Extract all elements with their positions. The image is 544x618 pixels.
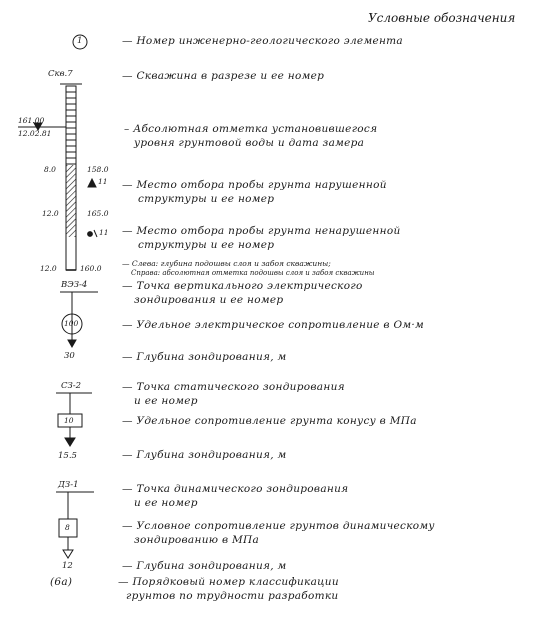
- soil-class-description-line1: — Порядковый номер классификации: [118, 576, 339, 588]
- resistivity-value: 100: [64, 319, 79, 328]
- ves-depth-description: — Глубина зондирования, м: [122, 351, 287, 363]
- resistivity-description: — Удельное электрическое сопротивление в Ом·м: [122, 319, 425, 331]
- disturbed-sample-elevation: 158.0: [87, 165, 109, 174]
- undisturbed-sample-depth: 12.0: [42, 209, 59, 218]
- ves-point-description-line1: — Точка вертикального электрического: [122, 280, 363, 292]
- groundwater-description-line1: – Абсолютная отметка установившегося: [124, 123, 378, 135]
- undisturbed-sample-elevation: 165.0: [87, 209, 109, 218]
- ige-description: — Номер инженерно-геологического элемента: [122, 35, 403, 47]
- groundwater-date: 12.02.81: [18, 129, 52, 138]
- disturbed-sample-number: 11: [98, 177, 108, 186]
- cone-resistance-description: — Удельное сопротивление грунта конусу в МПа: [122, 415, 417, 427]
- static-depth-value: 15.5: [58, 451, 77, 461]
- dynamic-resistance-value: 8: [65, 523, 70, 532]
- borehole-column-symbol: [60, 84, 82, 270]
- soil-class-description-line2: грунтов по трудности разработки: [126, 590, 339, 602]
- bottom-elevation: 160.0: [80, 264, 102, 273]
- bottom-description-line2: Справа: абсолютная отметка подошвы слоя и забоя скважины: [131, 269, 375, 277]
- static-point-description-line2: и ее номер: [134, 395, 198, 407]
- dynamic-depth-description: — Глубина зондирования, м: [122, 560, 287, 572]
- static-point-description-line1: — Точка статического зондирования: [122, 381, 345, 393]
- dynamic-depth-value: 12: [62, 561, 73, 571]
- ves-point-label: ВЭЗ-4: [61, 280, 88, 290]
- dynamic-point-label: ДЗ-1: [58, 480, 79, 490]
- ige-symbol-label: 1: [77, 36, 83, 46]
- borehole-number-label: Скв.7: [48, 69, 73, 79]
- dynamic-resistance-description-line1: — Условное сопротивление грунтов динамическому: [122, 520, 435, 532]
- bottom-depth: 12.0: [40, 264, 57, 273]
- disturbed-sample-depth: 8.0: [44, 165, 56, 174]
- bottom-description-line1: — Слева: глубина подошвы слоя и забоя скважины;: [122, 259, 331, 268]
- undisturbed-sample-description-line2: структуры и ее номер: [138, 239, 275, 251]
- ves-point-description-line2: зондирования и ее номер: [134, 294, 284, 306]
- undisturbed-sample-marker: [88, 230, 97, 237]
- legend-title: Условные обозначения: [368, 11, 516, 25]
- static-depth-description: — Глубина зондирования, м: [122, 449, 287, 461]
- undisturbed-sample-number: 11: [99, 228, 109, 237]
- undisturbed-sample-description-line1: — Место отбора пробы грунта ненарушенной: [122, 225, 401, 237]
- groundwater-level-value: 161.00: [18, 116, 45, 125]
- dynamic-point-description-line1: — Точка динамического зондирования: [122, 483, 349, 495]
- soil-class-symbol: (6а): [50, 576, 73, 588]
- disturbed-sample-description-line1: — Место отбора пробы грунта нарушенной: [122, 179, 387, 191]
- ves-depth-value: 30: [64, 351, 75, 361]
- dynamic-resistance-description-line2: зондированию в МПа: [134, 534, 260, 546]
- static-point-label: СЗ-2: [61, 381, 82, 391]
- dynamic-sounding-symbol: [56, 492, 94, 558]
- disturbed-sample-description-line2: структуры и ее номер: [138, 193, 275, 205]
- borehole-description: — Скважина в разрезе и ее номер: [122, 70, 325, 82]
- groundwater-description-line2: уровня грунтовой воды и дата замера: [134, 137, 365, 149]
- disturbed-sample-marker: [88, 179, 96, 187]
- cone-resistance-value: 10: [64, 416, 74, 425]
- dynamic-point-description-line2: и ее номер: [134, 497, 198, 509]
- static-sounding-symbol: [56, 393, 92, 446]
